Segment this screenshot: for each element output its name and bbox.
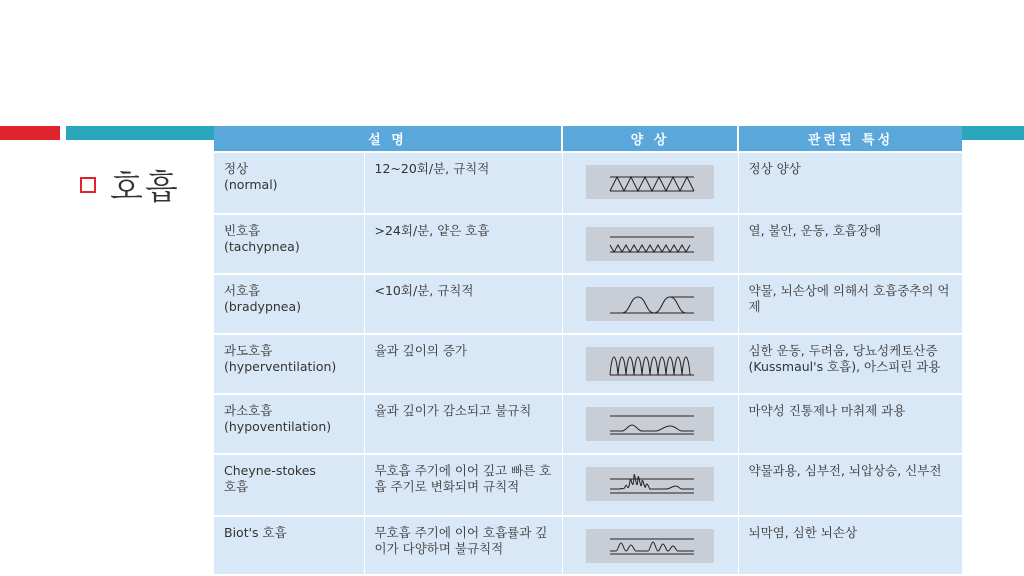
type-cell: [214, 214, 364, 274]
features-cell: 정상 양상: [738, 152, 962, 214]
slide-heading: [80, 160, 180, 209]
type-name: Cheyne-stokes: [224, 463, 316, 478]
type-name: 정상: [224, 161, 249, 176]
waveform-cheyne-stokes-icon: [586, 467, 714, 501]
pattern-cell: [562, 334, 738, 394]
waveform-biot-icon: [586, 529, 714, 563]
table-row: [214, 516, 962, 574]
table-row: [214, 274, 962, 334]
pattern-cell: [562, 516, 738, 574]
teal-accent-bar-right: [962, 126, 1024, 140]
type-name: 빈호흡: [224, 223, 261, 238]
features-cell: 열, 불안, 운동, 호흡장애: [738, 214, 962, 274]
description-cell: >24회/분, 얕은 호흡: [364, 214, 562, 274]
header-description: 설 명: [214, 126, 562, 152]
type-name: Biot's 호흡: [224, 525, 287, 540]
type-cell: [214, 454, 364, 516]
waveform-hyperventilation-icon: [586, 347, 714, 381]
type-name: 과소호흡: [224, 403, 273, 418]
description-cell: 무호흡 주기에 이어 호흡률과 깊이가 다양하며 불규칙적: [364, 516, 562, 574]
type-cell: [214, 152, 364, 214]
table-row: [214, 454, 962, 516]
table-row: [214, 334, 962, 394]
description-cell: <10회/분, 규칙적: [364, 274, 562, 334]
description-cell: 12~20회/분, 규칙적: [364, 152, 562, 214]
features-cell: 심한 운동, 두려움, 당뇨성케토산증(Kussmaul's 호흡), 아스피린 과용: [738, 334, 962, 394]
table-header-row: [214, 126, 962, 152]
features-cell: 마약성 진통제나 마취제 과용: [738, 394, 962, 454]
table-row: [214, 394, 962, 454]
header-features: 관련된 특성: [738, 126, 962, 152]
teal-accent-bar-left: [66, 126, 214, 140]
type-name: 서호흡: [224, 283, 261, 298]
type-cell: [214, 334, 364, 394]
features-cell: 약물, 뇌손상에 의해서 호흡중추의 억제: [738, 274, 962, 334]
table-row: [214, 152, 962, 214]
features-cell: 뇌막염, 심한 뇌손상: [738, 516, 962, 574]
type-latin: (normal): [224, 177, 278, 192]
type-cell: [214, 516, 364, 574]
pattern-cell: [562, 454, 738, 516]
pattern-cell: [562, 394, 738, 454]
pattern-cell: [562, 152, 738, 214]
type-latin: (hypoventilation): [224, 419, 332, 434]
type-latin: (tachypnea): [224, 239, 300, 254]
features-cell: 약물과용, 심부전, 뇌압상승, 신부전: [738, 454, 962, 516]
description-cell: 율과 깊이가 감소되고 불규칙: [364, 394, 562, 454]
respiration-table: [214, 126, 962, 574]
description-cell: 율과 깊이의 증가: [364, 334, 562, 394]
pattern-cell: [562, 214, 738, 274]
type-cell: [214, 394, 364, 454]
type-latin: (bradypnea): [224, 299, 302, 314]
waveform-hypoventilation-icon: [586, 407, 714, 441]
red-accent-bar: [0, 126, 60, 140]
table-row: [214, 214, 962, 274]
slide-title: 호흡: [110, 168, 180, 208]
description-cell: 무호흡 주기에 이어 깊고 빠른 호흡 주기로 변화되며 규칙적: [364, 454, 562, 516]
type-name: 과도호흡: [224, 343, 273, 358]
waveform-normal-icon: [586, 165, 714, 199]
type-latin: (hyperventilation): [224, 359, 337, 374]
square-bullet-icon: [80, 177, 96, 193]
pattern-cell: [562, 274, 738, 334]
header-pattern: 양 상: [562, 126, 738, 152]
type-cell: [214, 274, 364, 334]
waveform-bradypnea-icon: [586, 287, 714, 321]
type-latin: 호흡: [224, 479, 249, 494]
waveform-tachypnea-icon: [586, 227, 714, 261]
